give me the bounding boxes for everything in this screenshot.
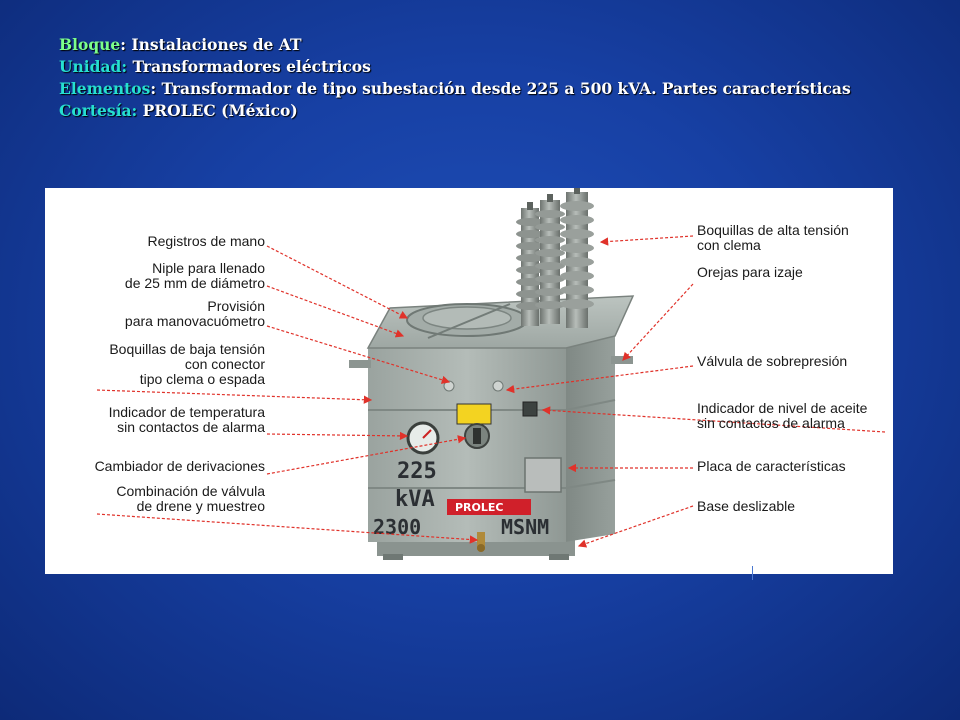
callout-pressure-relief-valve: [697, 354, 847, 369]
transformer-figure: [45, 188, 893, 574]
elements-row: [59, 78, 851, 100]
callout-line: con clema: [697, 237, 761, 253]
callout-temperature-indicator: [109, 405, 265, 435]
warning-label: [457, 404, 491, 424]
callout-line: Registros de mano: [147, 233, 265, 249]
rating-plate: [525, 458, 561, 492]
callout-vacuum-gauge-provision: [125, 299, 265, 329]
altitude-unit-text: MSNM: [501, 515, 550, 539]
callout-fill-nipple: [125, 261, 265, 291]
hv-bushings: [516, 188, 594, 328]
callout-line: Indicador de temperatura: [108, 404, 265, 420]
courtesy-row: [59, 100, 851, 122]
callout-line: Base deslizable: [697, 498, 796, 514]
callout-line: tipo clema o espada: [139, 371, 265, 387]
callout-line: Niple para llenado: [152, 260, 265, 276]
callout-sliding-base: [697, 499, 795, 514]
altitude-value-text: 2300: [373, 515, 422, 539]
block-row: [59, 34, 851, 56]
callout-line: Provisión: [207, 298, 265, 314]
elements-value: : Transformador de tipo subestación desde 225 a 500 kVA. Partes características: [150, 79, 851, 98]
callout-drain-valve: [116, 484, 265, 514]
callout-lv-bushings: [109, 342, 265, 387]
callout-oil-level-indicator: [697, 401, 867, 431]
unit-value: Transformadores eléctricos: [127, 57, 371, 76]
callout-tap-changer: [95, 459, 265, 474]
brand-text: PROLEC: [455, 501, 504, 514]
callout-nameplate: [697, 459, 846, 474]
callout-line: sin contactos de alarma: [117, 419, 265, 435]
callout-hand-registers: [147, 234, 265, 249]
rating-unit-text: kVA: [395, 487, 435, 512]
callout-line: sin contactos de alarma: [697, 415, 845, 431]
rating-value-text: 225: [397, 459, 437, 484]
callout-lifting-ears: [697, 265, 803, 280]
callout-line: Combinación de válvula: [116, 483, 265, 499]
tap-changer: [465, 424, 489, 448]
callout-line: Orejas para izaje: [697, 264, 803, 280]
block-value: : Instalaciones de AT: [120, 35, 302, 54]
callout-line: Indicador de nivel de aceite: [697, 400, 868, 416]
callout-line: Boquillas de alta tensión: [697, 222, 849, 238]
elements-key: Elementos: [59, 79, 151, 98]
callout-hv-bushings: [697, 223, 849, 253]
courtesy-key: Cortesía:: [59, 101, 138, 120]
slide-header: [59, 34, 851, 122]
callout-line: Placa de características: [697, 458, 846, 474]
brand-logo: [447, 499, 531, 515]
callout-line: Cambiador de derivaciones: [94, 458, 265, 474]
temperature-indicator: [408, 423, 438, 453]
decorative-divider: [752, 566, 753, 580]
courtesy-value: PROLEC (México): [137, 101, 298, 120]
callout-line: para manovacuómetro: [124, 313, 265, 329]
callout-line: de drene y muestreo: [136, 498, 265, 514]
base-skid: [377, 540, 575, 560]
callout-line: de 25 mm de diámetro: [124, 275, 265, 291]
callout-line: Válvula de sobrepresión: [697, 353, 848, 369]
callout-line: con conector: [184, 356, 265, 372]
block-key: Bloque: [59, 35, 121, 54]
unit-row: [59, 56, 851, 78]
tank-side: [565, 336, 615, 542]
oil-level-indicator: [523, 402, 537, 416]
unit-key: Unidad:: [59, 57, 128, 76]
callout-line: Boquillas de baja tensión: [109, 341, 265, 357]
drain-valve: [477, 532, 485, 552]
